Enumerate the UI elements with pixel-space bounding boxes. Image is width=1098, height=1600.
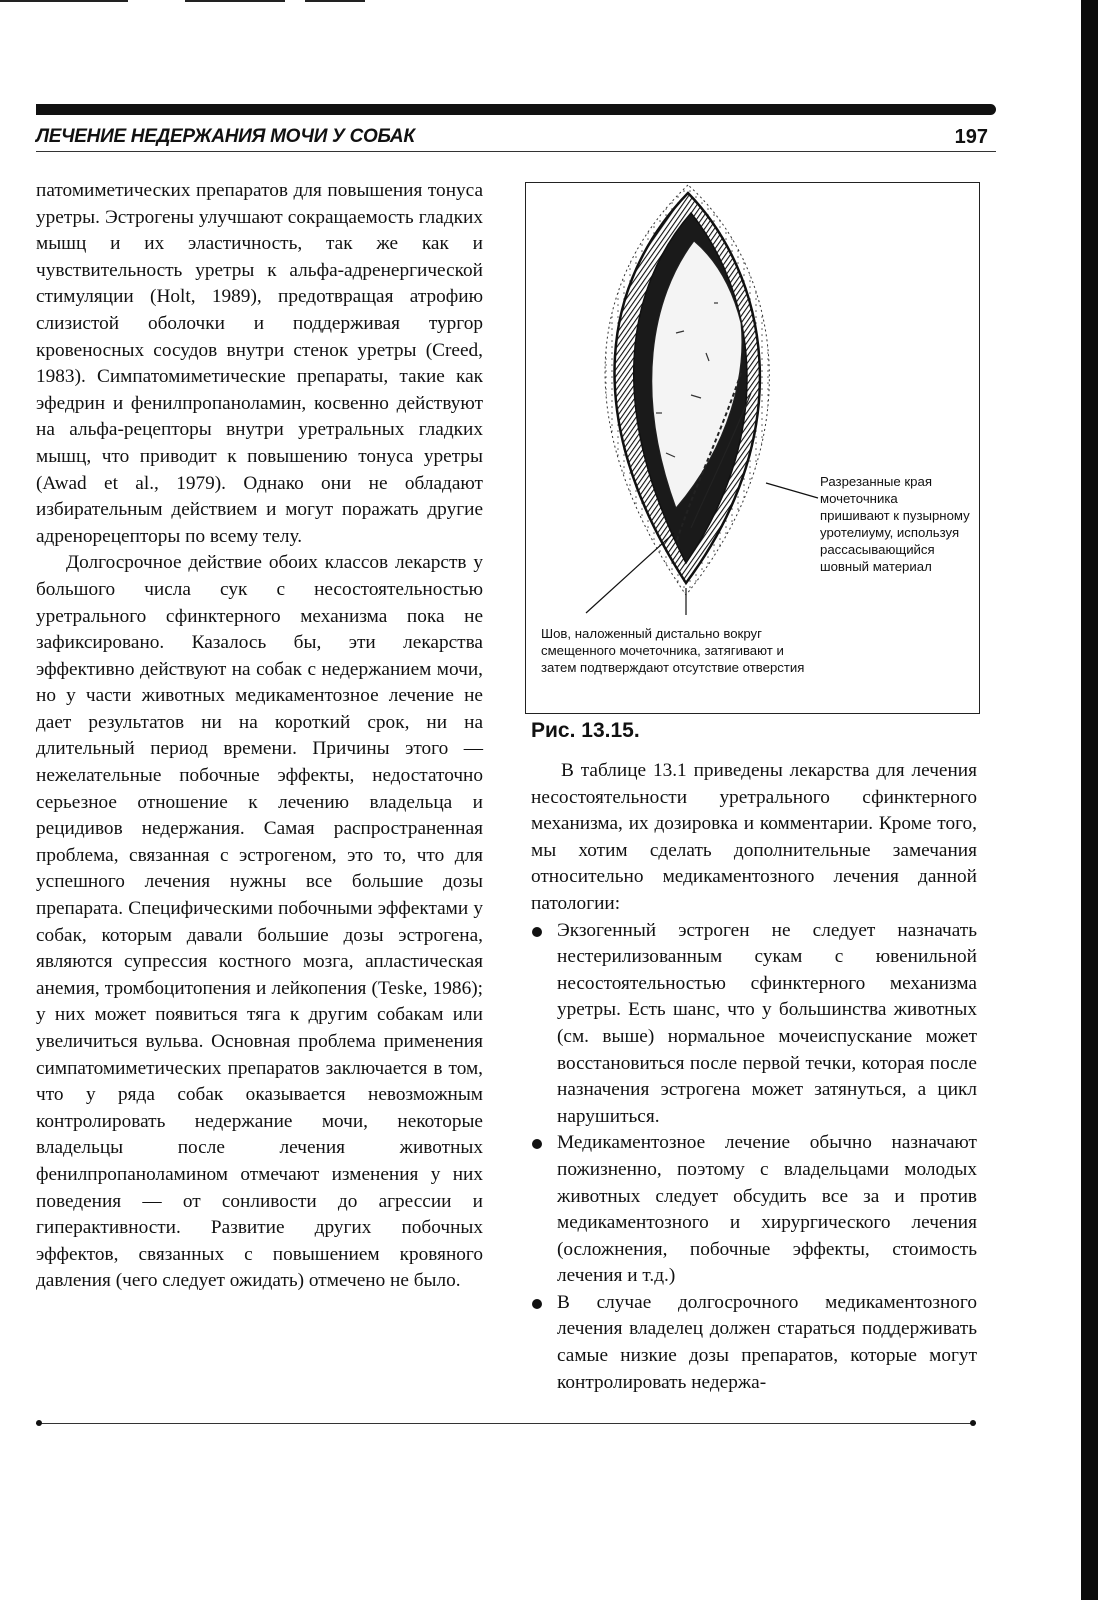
bullet-icon (532, 1299, 542, 1309)
list-item (531, 1290, 977, 1396)
scan-line (0, 0, 128, 2)
figure-caption: Рис. 13.15. (531, 719, 640, 742)
leader-line-bottom (586, 533, 674, 613)
list-item-text: Экзогенный эстроген не следует назначать нестерилизованным сукам с ювенильной несостоятельностью сфинктерного механизма уретры. Есть шанс, что у большинства животных (см. выше) нормальное мочеиспускание может восстановиться после первой течки, которая после назначения эстрогена может затянуться, а цикл нарушиться. (557, 919, 977, 1127)
footer-rule (36, 1423, 976, 1424)
list-item (531, 1130, 977, 1290)
footer-dot-icon (970, 1420, 976, 1426)
bullet-icon (532, 1139, 542, 1149)
header-rule (36, 104, 996, 115)
bullet-list (531, 918, 977, 1397)
leader-line-right (766, 483, 818, 498)
header-thin-rule (36, 151, 996, 152)
paragraph: В таблице 13.1 приведены лекарства для лечения несостоятельности уретрального сфинктерного механизма, их дозировка и комментарии. Кроме того, мы хотим сделать дополнительные замечания относительно медикаментозного лечения данной патологии: (531, 760, 977, 914)
scan-line (305, 0, 365, 2)
footer-dot-icon (36, 1420, 42, 1426)
list-item-text: Медикаментозное лечение обычно назначают пожизненно, поэтому с владельцами молодых животных следует обсудить все за и против медикаментозного и хирургического лечения (осложнения, побочные эффекты, стоимость лечения и т.д.) (557, 1132, 977, 1287)
page-edge-bar (1081, 0, 1098, 1600)
bullet-icon (532, 927, 542, 937)
figure-label-bottom: Шов, наложенный дистально вокруг смещенного мочеточника, затягивают и затем подтверждают отсутствие отверстия (541, 626, 805, 675)
paragraph: патомиметических препаратов для повышения тонуса уретры. Эстрогены улучшают сокращаемость гладких мышц и их эластичность, так же как и чувствительность уретры к альфа-адренергической стимуляции (Holt, 1989), предотвращая атрофию слизистой оболочки и поддерживая тургор кровеносных сосудов внутри стенок уретры (Creed, 1983). Симпатомиметические препараты, такие как эфедрин и фенилпропаноламин, косвенно действуют на альфа-рецепторы внутри уретральных гладких мышц, что приводит к повышению тонуса уретры (Awad et al., 1979). Однако они не обладают избирательным действием и могут поражать другие адренорецепторы по всему телу. (36, 180, 483, 547)
scan-line (185, 0, 285, 2)
right-column (531, 758, 977, 1396)
paragraph: Долгосрочное действие обоих классов лекарств у большого числа сук с несостоятельностью уретрального сфинктерного механизма пока не зафиксировано. Казалось бы, эти лекарства эффективно действуют на собак с недержанием мочи, но у части животных медикаментозное лечение не дает результатов ни на короткий срок, ни на длительный период времени. Причины этого — нежелательные побочные эффекты, недостаточно серьезное отношение к лечению владельца и рецидивов недержания. Самая распространенная проблема, связанная с эстрогеном, это то, что для успешного лечения нужны все большие дозы препарата. Специфическими побочными эффектами у собак, которым давали большие дозы эстрогена, являются супрессия костного мозга, апластическая анемия, тромбоцитопения и лейкопения (Teske, 1986); у них может появиться тяга к другим собакам или увеличиться вульва. Основная проблема применения симпатомиметических препаратов заключается в том, что у ряда собак оказывается невозможным контролировать недержание мочи, некоторые владельцы после лечения животных фенилпропаноламином отмечают изменения у них поведения — от сонливости до агрессии и гиперактивности. Развитие других побочных эффектов, связанных с повышением кровяного давления (чего следует ожидать) отмечено не было. (36, 552, 483, 1292)
page-number: 197 (954, 126, 988, 148)
running-title: ЛЕЧЕНИЕ НЕДЕРЖАНИЯ МОЧИ У СОБАК (36, 126, 415, 147)
left-column (36, 178, 483, 1295)
list-item (531, 918, 977, 1131)
figure-label-right: Разрезанные края мочеточника пришивают к пузырному уротелиуму, используя рассасывающийся шовный материал (820, 474, 970, 574)
list-item-text: В случае долгосрочного медикаментозного лечения владелец должен стараться поддерживать самые низкие дозы препаратов, которые могут контролировать недержа- (557, 1291, 977, 1393)
